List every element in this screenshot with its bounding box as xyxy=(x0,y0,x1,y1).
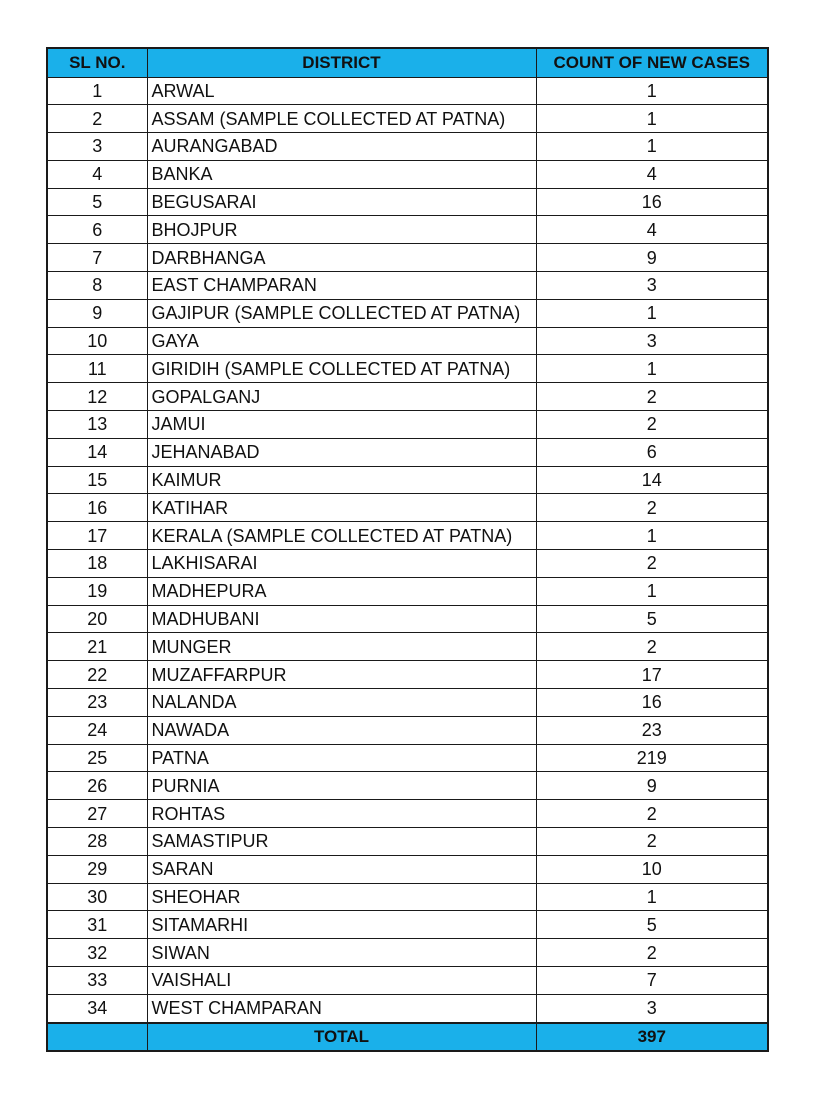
table-row xyxy=(47,967,768,995)
table-row xyxy=(47,911,768,939)
sl-no-cell: 5 xyxy=(47,188,147,216)
sl-no-cell: 12 xyxy=(47,383,147,411)
sl-no-cell: 1 xyxy=(47,77,147,105)
sl-no-cell: 32 xyxy=(47,939,147,967)
district-cell: BANKA xyxy=(147,160,536,188)
sl-no-cell: 31 xyxy=(47,911,147,939)
district-cell: GOPALGANJ xyxy=(147,383,536,411)
sl-no-cell: 16 xyxy=(47,494,147,522)
district-cell: PATNA xyxy=(147,744,536,772)
sl-no-cell: 18 xyxy=(47,550,147,578)
district-cell: KAIMUR xyxy=(147,466,536,494)
district-cell: JEHANABAD xyxy=(147,438,536,466)
district-cell: ROHTAS xyxy=(147,800,536,828)
sl-no-cell: 22 xyxy=(47,661,147,689)
sl-no-cell: 33 xyxy=(47,967,147,995)
count-cell: 4 xyxy=(536,216,768,244)
district-cell: ASSAM (SAMPLE COLLECTED AT PATNA) xyxy=(147,105,536,133)
table-row xyxy=(47,327,768,355)
count-cell: 2 xyxy=(536,494,768,522)
count-cell: 2 xyxy=(536,383,768,411)
sl-no-cell: 3 xyxy=(47,133,147,161)
district-cell: SIWAN xyxy=(147,939,536,967)
district-cell: KATIHAR xyxy=(147,494,536,522)
table-header-row xyxy=(47,48,768,77)
district-cell: MUZAFFARPUR xyxy=(147,661,536,689)
table-row xyxy=(47,355,768,383)
district-cell: GAYA xyxy=(147,327,536,355)
sl-no-cell: 13 xyxy=(47,411,147,439)
count-cell: 14 xyxy=(536,466,768,494)
district-cell: LAKHISARAI xyxy=(147,550,536,578)
table-row xyxy=(47,605,768,633)
sl-no-cell: 2 xyxy=(47,105,147,133)
count-cell: 3 xyxy=(536,994,768,1022)
sl-no-cell: 7 xyxy=(47,244,147,272)
count-cell: 2 xyxy=(536,550,768,578)
sl-no-cell: 9 xyxy=(47,299,147,327)
table-row xyxy=(47,77,768,105)
district-cell: MADHEPURA xyxy=(147,577,536,605)
table-row xyxy=(47,188,768,216)
district-cell: MUNGER xyxy=(147,633,536,661)
sl-no-cell: 27 xyxy=(47,800,147,828)
table-row xyxy=(47,494,768,522)
table-row xyxy=(47,160,768,188)
table-row xyxy=(47,466,768,494)
table-row xyxy=(47,689,768,717)
table-row xyxy=(47,438,768,466)
sl-no-cell: 23 xyxy=(47,689,147,717)
sl-no-cell: 34 xyxy=(47,994,147,1022)
table-row xyxy=(47,828,768,856)
total-empty-cell xyxy=(47,1023,147,1052)
count-cell: 9 xyxy=(536,772,768,800)
district-cell: SITAMARHI xyxy=(147,911,536,939)
sl-no-cell: 24 xyxy=(47,716,147,744)
count-cell: 23 xyxy=(536,716,768,744)
table-row xyxy=(47,800,768,828)
sl-no-cell: 25 xyxy=(47,744,147,772)
district-cell: BEGUSARAI xyxy=(147,188,536,216)
table-row xyxy=(47,522,768,550)
district-cell: VAISHALI xyxy=(147,967,536,995)
sl-no-cell: 19 xyxy=(47,577,147,605)
sl-no-cell: 30 xyxy=(47,883,147,911)
count-cell: 16 xyxy=(536,689,768,717)
table-row xyxy=(47,411,768,439)
table-row xyxy=(47,383,768,411)
table-row xyxy=(47,550,768,578)
district-cell: AURANGABAD xyxy=(147,133,536,161)
sl-no-cell: 17 xyxy=(47,522,147,550)
sl-no-cell: 11 xyxy=(47,355,147,383)
count-cell: 1 xyxy=(536,77,768,105)
table-row xyxy=(47,272,768,300)
count-cell: 17 xyxy=(536,661,768,689)
district-cell: PURNIA xyxy=(147,772,536,800)
table-row xyxy=(47,744,768,772)
count-cell: 3 xyxy=(536,272,768,300)
count-cell: 1 xyxy=(536,883,768,911)
table-row xyxy=(47,661,768,689)
table-row xyxy=(47,105,768,133)
count-cell: 1 xyxy=(536,299,768,327)
table-row xyxy=(47,577,768,605)
total-value: 397 xyxy=(536,1023,768,1052)
count-cell: 1 xyxy=(536,355,768,383)
table-row xyxy=(47,299,768,327)
district-cell: SHEOHAR xyxy=(147,883,536,911)
header-district: DISTRICT xyxy=(147,48,536,77)
district-cell: NAWADA xyxy=(147,716,536,744)
count-cell: 2 xyxy=(536,939,768,967)
table-row xyxy=(47,716,768,744)
count-cell: 10 xyxy=(536,855,768,883)
sl-no-cell: 8 xyxy=(47,272,147,300)
sl-no-cell: 21 xyxy=(47,633,147,661)
district-cell: MADHUBANI xyxy=(147,605,536,633)
table-row xyxy=(47,216,768,244)
count-cell: 1 xyxy=(536,577,768,605)
sl-no-cell: 6 xyxy=(47,216,147,244)
district-cell: SARAN xyxy=(147,855,536,883)
sl-no-cell: 15 xyxy=(47,466,147,494)
count-cell: 2 xyxy=(536,411,768,439)
table-row xyxy=(47,883,768,911)
count-cell: 1 xyxy=(536,522,768,550)
count-cell: 5 xyxy=(536,605,768,633)
district-cell: SAMASTIPUR xyxy=(147,828,536,856)
sl-no-cell: 20 xyxy=(47,605,147,633)
sl-no-cell: 26 xyxy=(47,772,147,800)
district-cell: KERALA (SAMPLE COLLECTED AT PATNA) xyxy=(147,522,536,550)
district-cell: ARWAL xyxy=(147,77,536,105)
district-cell: WEST CHAMPARAN xyxy=(147,994,536,1022)
count-cell: 16 xyxy=(536,188,768,216)
count-cell: 7 xyxy=(536,967,768,995)
district-cell: DARBHANGA xyxy=(147,244,536,272)
table-row xyxy=(47,244,768,272)
table-row xyxy=(47,994,768,1022)
header-sl-no: SL NO. xyxy=(47,48,147,77)
district-cell: JAMUI xyxy=(147,411,536,439)
district-cell: NALANDA xyxy=(147,689,536,717)
table-row xyxy=(47,939,768,967)
count-cell: 219 xyxy=(536,744,768,772)
sl-no-cell: 28 xyxy=(47,828,147,856)
sl-no-cell: 29 xyxy=(47,855,147,883)
table-row xyxy=(47,133,768,161)
sl-no-cell: 4 xyxy=(47,160,147,188)
count-cell: 2 xyxy=(536,800,768,828)
count-cell: 9 xyxy=(536,244,768,272)
table-row xyxy=(47,855,768,883)
count-cell: 1 xyxy=(536,105,768,133)
sl-no-cell: 10 xyxy=(47,327,147,355)
new-cases-table xyxy=(46,47,769,1052)
header-count: COUNT OF NEW CASES xyxy=(536,48,768,77)
table-body xyxy=(47,77,768,1023)
district-cell: EAST CHAMPARAN xyxy=(147,272,536,300)
count-cell: 5 xyxy=(536,911,768,939)
count-cell: 2 xyxy=(536,828,768,856)
count-cell: 2 xyxy=(536,633,768,661)
count-cell: 6 xyxy=(536,438,768,466)
count-cell: 1 xyxy=(536,133,768,161)
total-label: TOTAL xyxy=(147,1023,536,1052)
district-cell: GAJIPUR (SAMPLE COLLECTED AT PATNA) xyxy=(147,299,536,327)
district-cell: BHOJPUR xyxy=(147,216,536,244)
table-row xyxy=(47,772,768,800)
total-row xyxy=(47,1023,768,1052)
count-cell: 4 xyxy=(536,160,768,188)
count-cell: 3 xyxy=(536,327,768,355)
district-cell: GIRIDIH (SAMPLE COLLECTED AT PATNA) xyxy=(147,355,536,383)
table-row xyxy=(47,633,768,661)
sl-no-cell: 14 xyxy=(47,438,147,466)
